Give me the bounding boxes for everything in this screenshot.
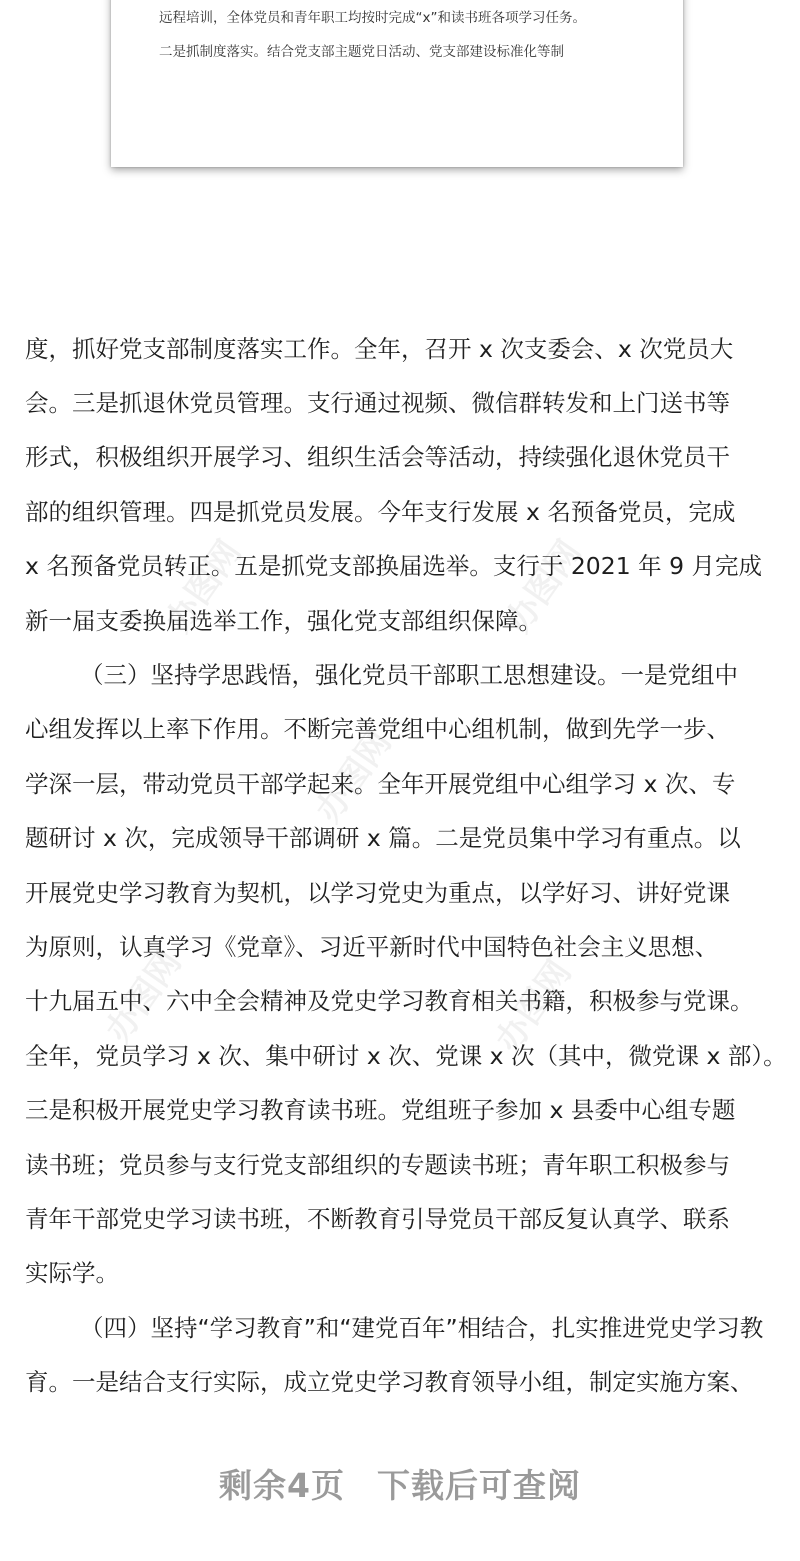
watermark: 办图网 [308,723,400,830]
body-line: 全年，党员学习 x 次、集中研讨 x 次、党课 x 次（其中，微党课 x 部）。 [25,1042,787,1070]
watermark: 办图网 [158,533,250,640]
previous-page-line-2: 二是抓制度落实。结合党支部主题党日活动、党支部建设标准化等制 [159,44,564,60]
body-line: 心组发挥以上率下作用。不断完善党组中心组机制，做到先学一步、 [25,715,730,743]
body-line: 形式，积极组织开展学习、组织生活会等活动，持续强化退休党员干 [25,443,730,471]
body-line: x 名预备党员转正。五是抓党支部换届选举。支行于 2021 年 9 月完成 [25,552,763,580]
body-line: 新一届支委换届选举工作，强化党支部组织保障。 [25,607,542,635]
remaining-pages-prompt[interactable] [0,1460,800,1507]
body-line: 学深一层，带动党员干部学起来。全年开展党组中心组学习 x 次、专 [25,770,736,798]
paragraph-heading-3: （三）坚持学思践悟，强化党员干部职工思想建设。一是党组中 [80,661,738,689]
body-line: 题研讨 x 次，完成领导干部调研 x 篇。二是党员集中学习有重点。以 [25,824,741,852]
watermark: 办图网 [498,533,590,640]
previous-page-card [111,0,683,167]
watermark: 办图网 [98,943,190,1050]
remaining-pages-label: 剩余4页 [219,1466,345,1505]
previous-page-line-1: 远程培训，全体党员和青年职工均按时完成“x”和读书班各项学习任务。 [159,10,586,26]
body-line: 青年干部党史学习读书班，不断教育引导党员干部反复认真学、联系 [25,1205,730,1233]
paragraph-heading-4: （四）坚持“学习教育”和“建党百年”相结合，扎实推进党史学习教 [80,1314,764,1342]
body-line: 部的组织管理。四是抓党员发展。今年支行发展 x 名预备党员，完成 [25,498,736,526]
body-line: 三是积极开展党史学习教育读书班。党组班子参加 x 县委中心组专题 [25,1096,736,1124]
body-line: 十九届五中、六中全会精神及党史学习教育相关书籍，积极参与党课。 [25,987,754,1015]
body-line: 实际学。 [25,1259,119,1287]
body-line: 会。三是抓退休党员管理。支行通过视频、微信群转发和上门送书等 [25,389,730,417]
body-line: 开展党史学习教育为契机，以学习党史为重点，以学好习、讲好党课 [25,879,730,907]
body-line: 为原则，认真学习《党章》、习近平新时代中国特色社会主义思想、 [25,933,719,961]
body-line: 读书班；党员参与支行党支部组织的专题读书班；青年职工积极参与 [25,1151,730,1179]
body-line: 度，抓好党支部制度落实工作。全年，召开 x 次支委会、x 次党员大 [25,335,734,363]
download-to-view-label: 下载后可查阅 [376,1466,581,1505]
watermark: 办图网 [488,953,580,1060]
body-line: 育。一是结合支行实际，成立党史学习教育领导小组，制定实施方案、 [25,1368,754,1396]
